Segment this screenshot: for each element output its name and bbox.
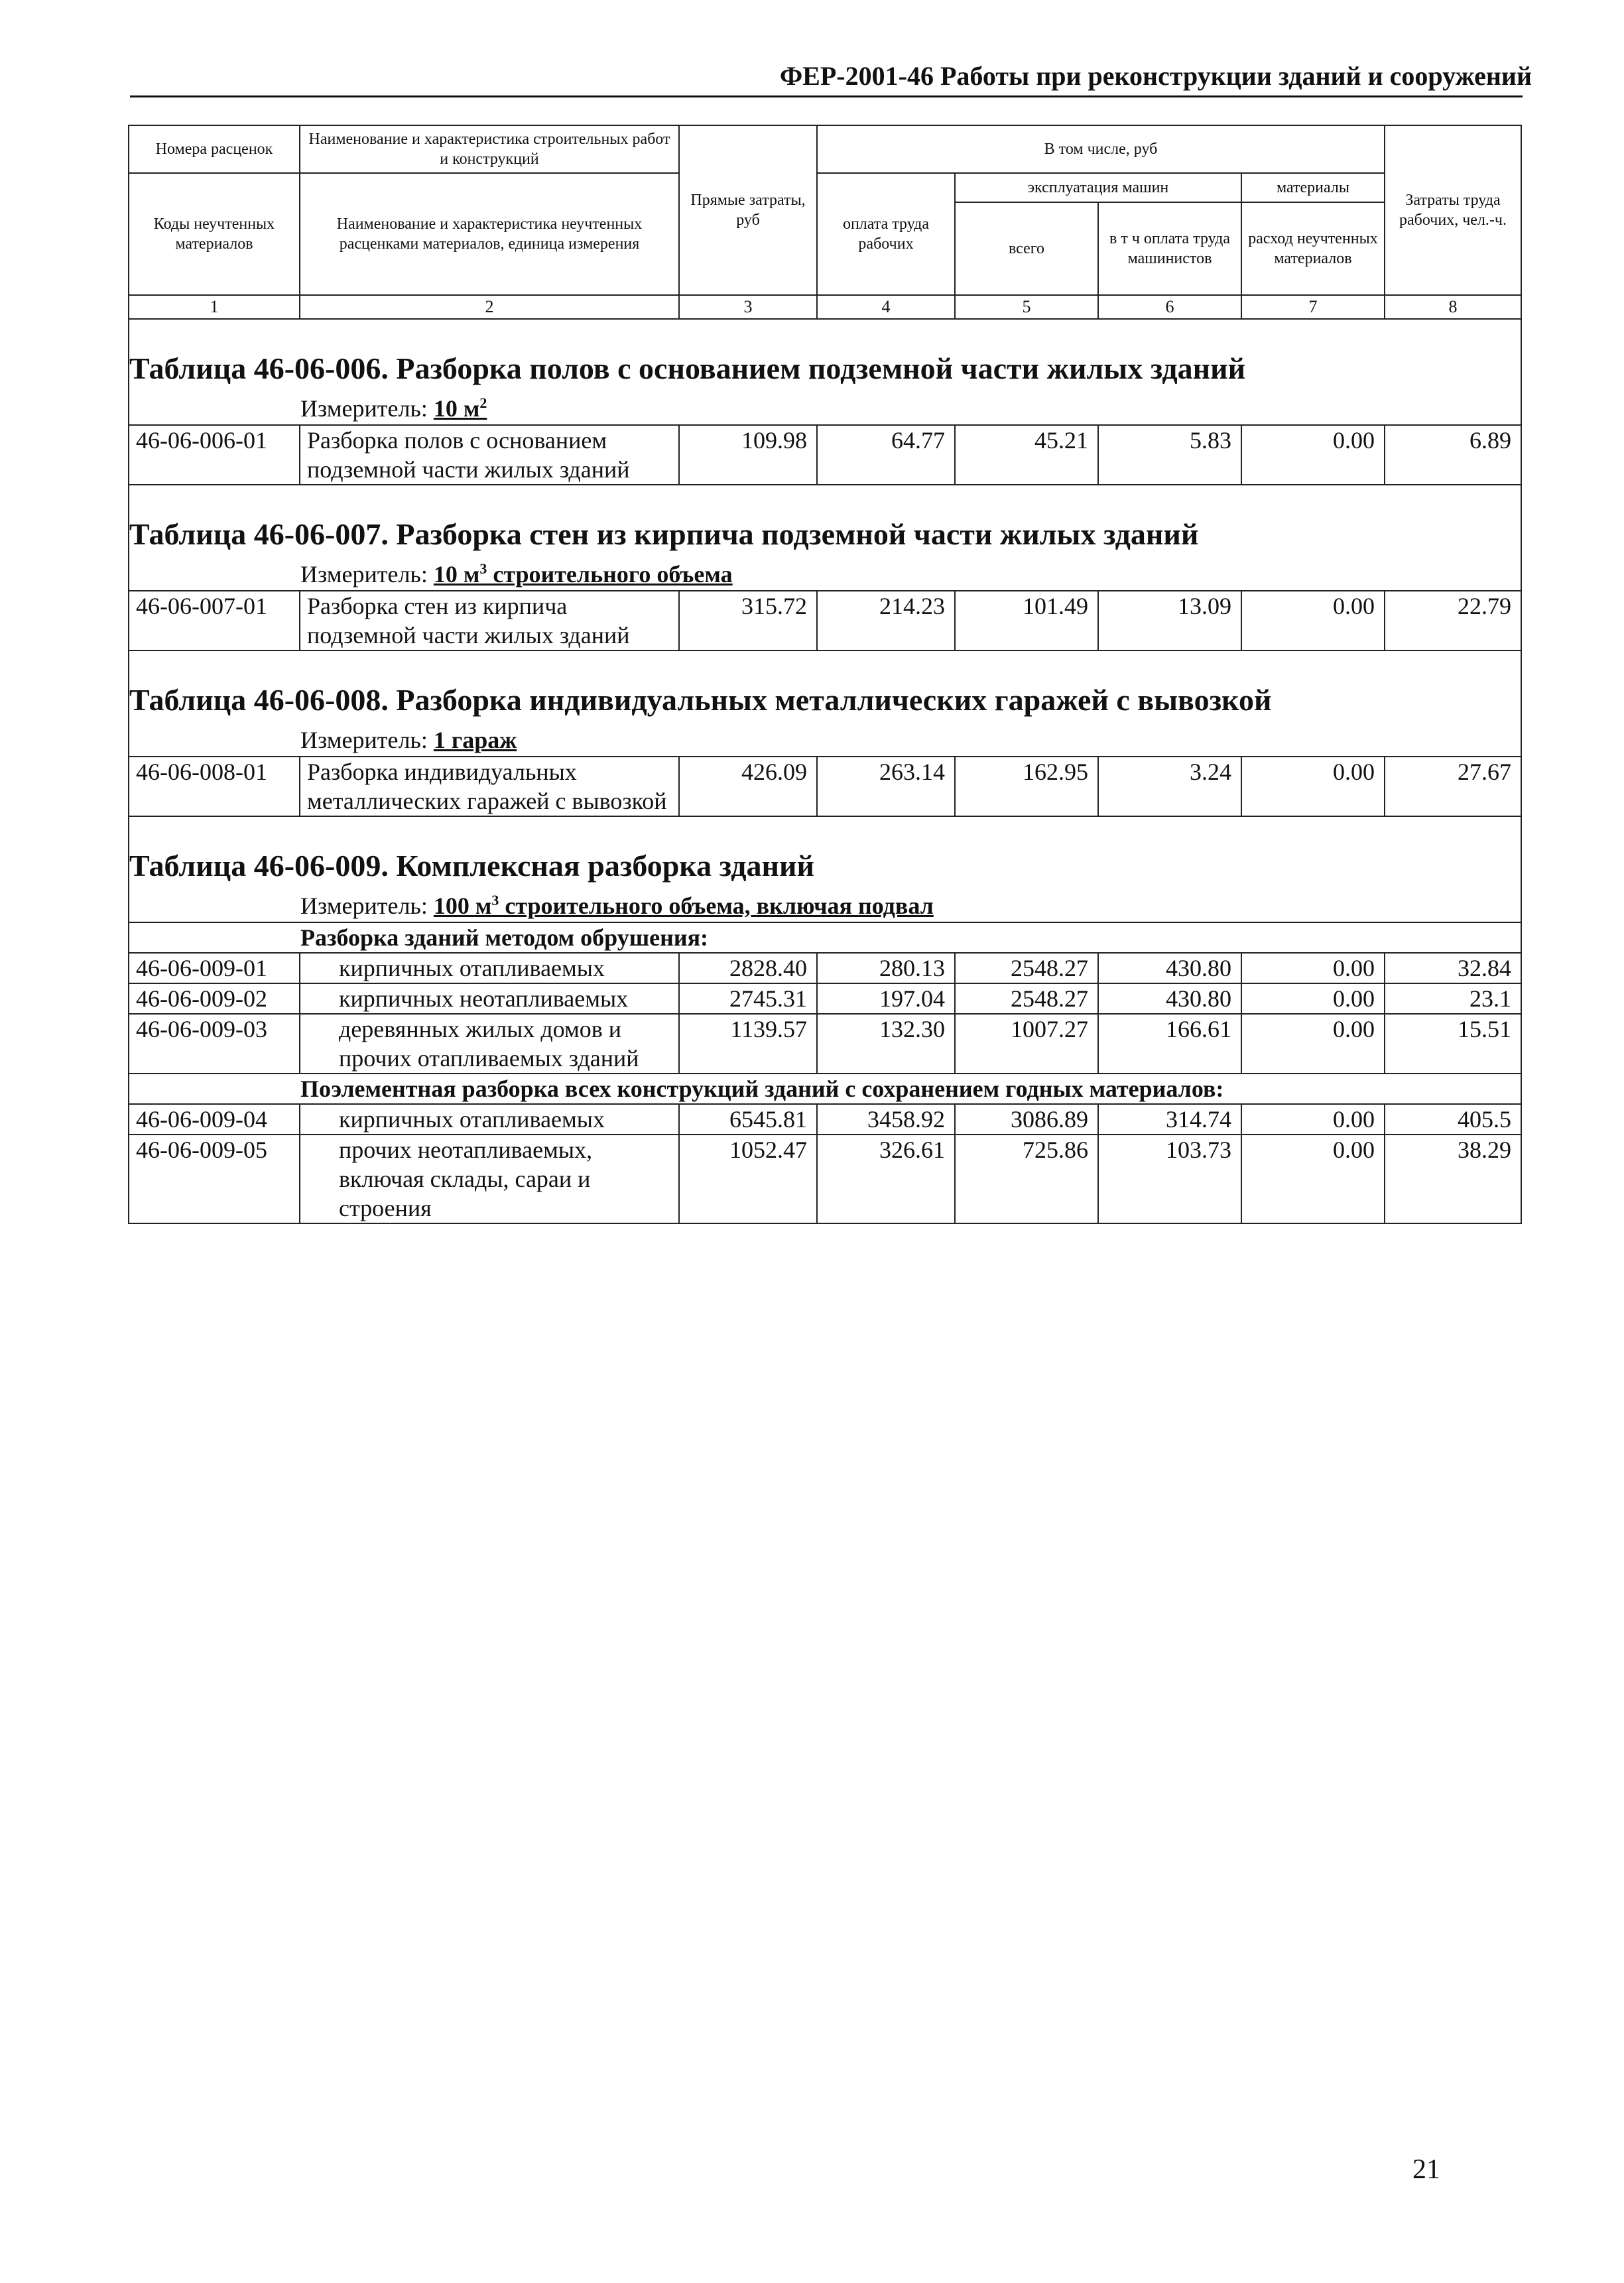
col-number: 1 <box>129 295 300 319</box>
operators-pay-value: 430.80 <box>1098 983 1241 1014</box>
col-labor-costs: Затраты труда рабочих, чел.-ч. <box>1385 125 1521 295</box>
labor-pay-value: 326.61 <box>817 1135 955 1223</box>
table-row <box>129 591 1521 650</box>
header-row-2 <box>129 173 1521 202</box>
operators-pay-value: 314.74 <box>1098 1104 1241 1135</box>
rate-code: 46-06-007-01 <box>129 591 300 650</box>
col-incl-operators: в т ч оплата труда машинистов <box>1098 202 1241 295</box>
rate-code: 46-06-009-02 <box>129 983 300 1014</box>
section-heading: Поэлементная разборка всех конструкций зданий с сохранением годных материалов: <box>300 1076 1224 1102</box>
rate-code: 46-06-009-04 <box>129 1104 300 1135</box>
table-title-row <box>129 485 1521 591</box>
materials-value: 0.00 <box>1241 425 1385 485</box>
column-numbers-row <box>129 295 1521 319</box>
col-material-codes: Коды неучтенных материалов <box>129 173 300 295</box>
meter-line <box>129 394 1514 424</box>
table-row <box>129 1135 1521 1223</box>
table-title-row <box>129 319 1521 425</box>
machine-total-value: 3086.89 <box>955 1104 1098 1135</box>
direct-costs-value: 1052.47 <box>679 1135 817 1223</box>
machine-total-value: 101.49 <box>955 591 1098 650</box>
page-header-title: ФЕР-2001-46 Работы при реконструкции зданий и сооружений <box>779 61 1532 91</box>
operators-pay-value: 430.80 <box>1098 953 1241 983</box>
col-name-bottom: Наименование и характеристика неучтенных расценками материалов, единица измерения <box>300 173 679 295</box>
page-number: 21 <box>1412 2154 1440 2185</box>
machine-total-value: 1007.27 <box>955 1014 1098 1074</box>
labor-costs-value: 22.79 <box>1385 591 1521 650</box>
table-row <box>129 953 1521 983</box>
materials-value: 0.00 <box>1241 757 1385 816</box>
section-row <box>129 922 1521 953</box>
materials-value: 0.00 <box>1241 953 1385 983</box>
col-including: В том числе, руб <box>817 125 1385 173</box>
col-labor-pay: оплата труда рабочих <box>817 173 955 295</box>
meter-label: Измеритель: <box>300 395 428 422</box>
rate-name: кирпичных отапливаемых <box>300 953 679 983</box>
col-number: 6 <box>1098 295 1241 319</box>
meter-value: 1 гараж <box>433 727 517 753</box>
direct-costs-value: 426.09 <box>679 757 817 816</box>
direct-costs-value: 6545.81 <box>679 1104 817 1135</box>
section-row <box>129 1074 1521 1104</box>
materials-value: 0.00 <box>1241 1014 1385 1074</box>
labor-pay-value: 64.77 <box>817 425 955 485</box>
table-title: Таблица 46-06-008. Разборка индивидуальных металлических гаражей с вывозкой <box>129 683 1272 717</box>
col-number: 5 <box>955 295 1098 319</box>
table-row <box>129 983 1521 1014</box>
labor-costs-value: 405.5 <box>1385 1104 1521 1135</box>
meter-label: Измеритель: <box>300 727 428 753</box>
labor-pay-value: 197.04 <box>817 983 955 1014</box>
col-number: 2 <box>300 295 679 319</box>
meter-exponent: 2 <box>479 395 487 411</box>
labor-costs-value: 38.29 <box>1385 1135 1521 1223</box>
col-name-top: Наименование и характеристика строительных работ и конструкций <box>300 125 679 173</box>
materials-value: 0.00 <box>1241 591 1385 650</box>
labor-pay-value: 3458.92 <box>817 1104 955 1135</box>
table-title: Таблица 46-06-009. Комплексная разборка зданий <box>129 849 815 883</box>
machine-total-value: 2548.27 <box>955 983 1098 1014</box>
meter-exponent: 3 <box>491 892 499 908</box>
labor-pay-value: 280.13 <box>817 953 955 983</box>
machine-total-value: 2548.27 <box>955 953 1098 983</box>
meter-label: Измеритель: <box>300 893 428 919</box>
operators-pay-value: 3.24 <box>1098 757 1241 816</box>
section-heading: Разборка зданий методом обрушения: <box>300 924 709 951</box>
meter-value: 10 $м^2$ <box>433 395 487 422</box>
labor-pay-value: 263.14 <box>817 757 955 816</box>
operators-pay-value: 5.83 <box>1098 425 1241 485</box>
meter-line <box>129 725 1514 756</box>
operators-pay-value: 13.09 <box>1098 591 1241 650</box>
operators-pay-value: 166.61 <box>1098 1014 1241 1074</box>
meter-line <box>129 560 1514 590</box>
rate-name: прочих неотапливаемых, включая склады, сараи и строения <box>300 1135 679 1223</box>
header-rule <box>130 95 1523 97</box>
meter-label: Измеритель: <box>300 561 428 587</box>
rate-code: 46-06-006-01 <box>129 425 300 485</box>
materials-value: 0.00 <box>1241 1135 1385 1223</box>
col-number: 3 <box>679 295 817 319</box>
meter-value: 100 $м^3$ строительного объема, включая подвал <box>433 892 934 919</box>
col-number: 7 <box>1241 295 1385 319</box>
rate-code: 46-06-008-01 <box>129 757 300 816</box>
labor-costs-value: 15.51 <box>1385 1014 1521 1074</box>
table-row <box>129 1104 1521 1135</box>
meter-line <box>129 891 1514 922</box>
labor-pay-value: 132.30 <box>817 1014 955 1074</box>
rate-name: кирпичных отапливаемых <box>300 1104 679 1135</box>
direct-costs-value: 109.98 <box>679 425 817 485</box>
table-title-row <box>129 650 1521 757</box>
col-direct-costs: Прямые затраты, руб <box>679 125 817 295</box>
rate-code: 46-06-009-03 <box>129 1014 300 1074</box>
rates-table <box>128 125 1522 1224</box>
labor-costs-value: 27.67 <box>1385 757 1521 816</box>
machine-total-value: 162.95 <box>955 757 1098 816</box>
direct-costs-value: 1139.57 <box>679 1014 817 1074</box>
col-number: 8 <box>1385 295 1521 319</box>
meter-value: 10 $м^3$ строительного объема <box>433 560 733 587</box>
operators-pay-value: 103.73 <box>1098 1135 1241 1223</box>
rate-name: кирпичных неотапливаемых <box>300 983 679 1014</box>
table-row <box>129 757 1521 816</box>
rate-name: Разборка полов с основанием подземной части жилых зданий <box>300 425 679 485</box>
table-row <box>129 425 1521 485</box>
machine-total-value: 45.21 <box>955 425 1098 485</box>
table-row <box>129 1014 1521 1074</box>
table-title: Таблица 46-06-006. Разборка полов с основанием подземной части жилых зданий <box>129 351 1246 385</box>
col-materials: материалы <box>1241 173 1385 202</box>
meter-exponent: 3 <box>479 560 487 577</box>
direct-costs-value: 2828.40 <box>679 953 817 983</box>
direct-costs-value: 2745.31 <box>679 983 817 1014</box>
labor-pay-value: 214.23 <box>817 591 955 650</box>
labor-costs-value: 6.89 <box>1385 425 1521 485</box>
rate-code: 46-06-009-01 <box>129 953 300 983</box>
rate-code: 46-06-009-05 <box>129 1135 300 1223</box>
labor-costs-value: 23.1 <box>1385 983 1521 1014</box>
col-unaccounted-materials: расход неучтенных материалов <box>1241 202 1385 295</box>
direct-costs-value: 315.72 <box>679 591 817 650</box>
labor-costs-value: 32.84 <box>1385 953 1521 983</box>
table-title: Таблица 46-06-007. Разборка стен из кирпича подземной части жилых зданий <box>129 517 1199 551</box>
rate-name: деревянных жилых домов и прочих отапливаемых зданий <box>300 1014 679 1074</box>
col-rate-numbers: Номера расценок <box>129 125 300 173</box>
table-title-row <box>129 816 1521 922</box>
col-machine-operation: эксплуатация машин <box>955 173 1241 202</box>
rate-name: Разборка индивидуальных металлических гаражей с вывозкой <box>300 757 679 816</box>
col-total: всего <box>955 202 1098 295</box>
machine-total-value: 725.86 <box>955 1135 1098 1223</box>
materials-value: 0.00 <box>1241 983 1385 1014</box>
rate-name: Разборка стен из кирпича подземной части жилых зданий <box>300 591 679 650</box>
header-row-1 <box>129 125 1521 173</box>
materials-value: 0.00 <box>1241 1104 1385 1135</box>
col-number: 4 <box>817 295 955 319</box>
